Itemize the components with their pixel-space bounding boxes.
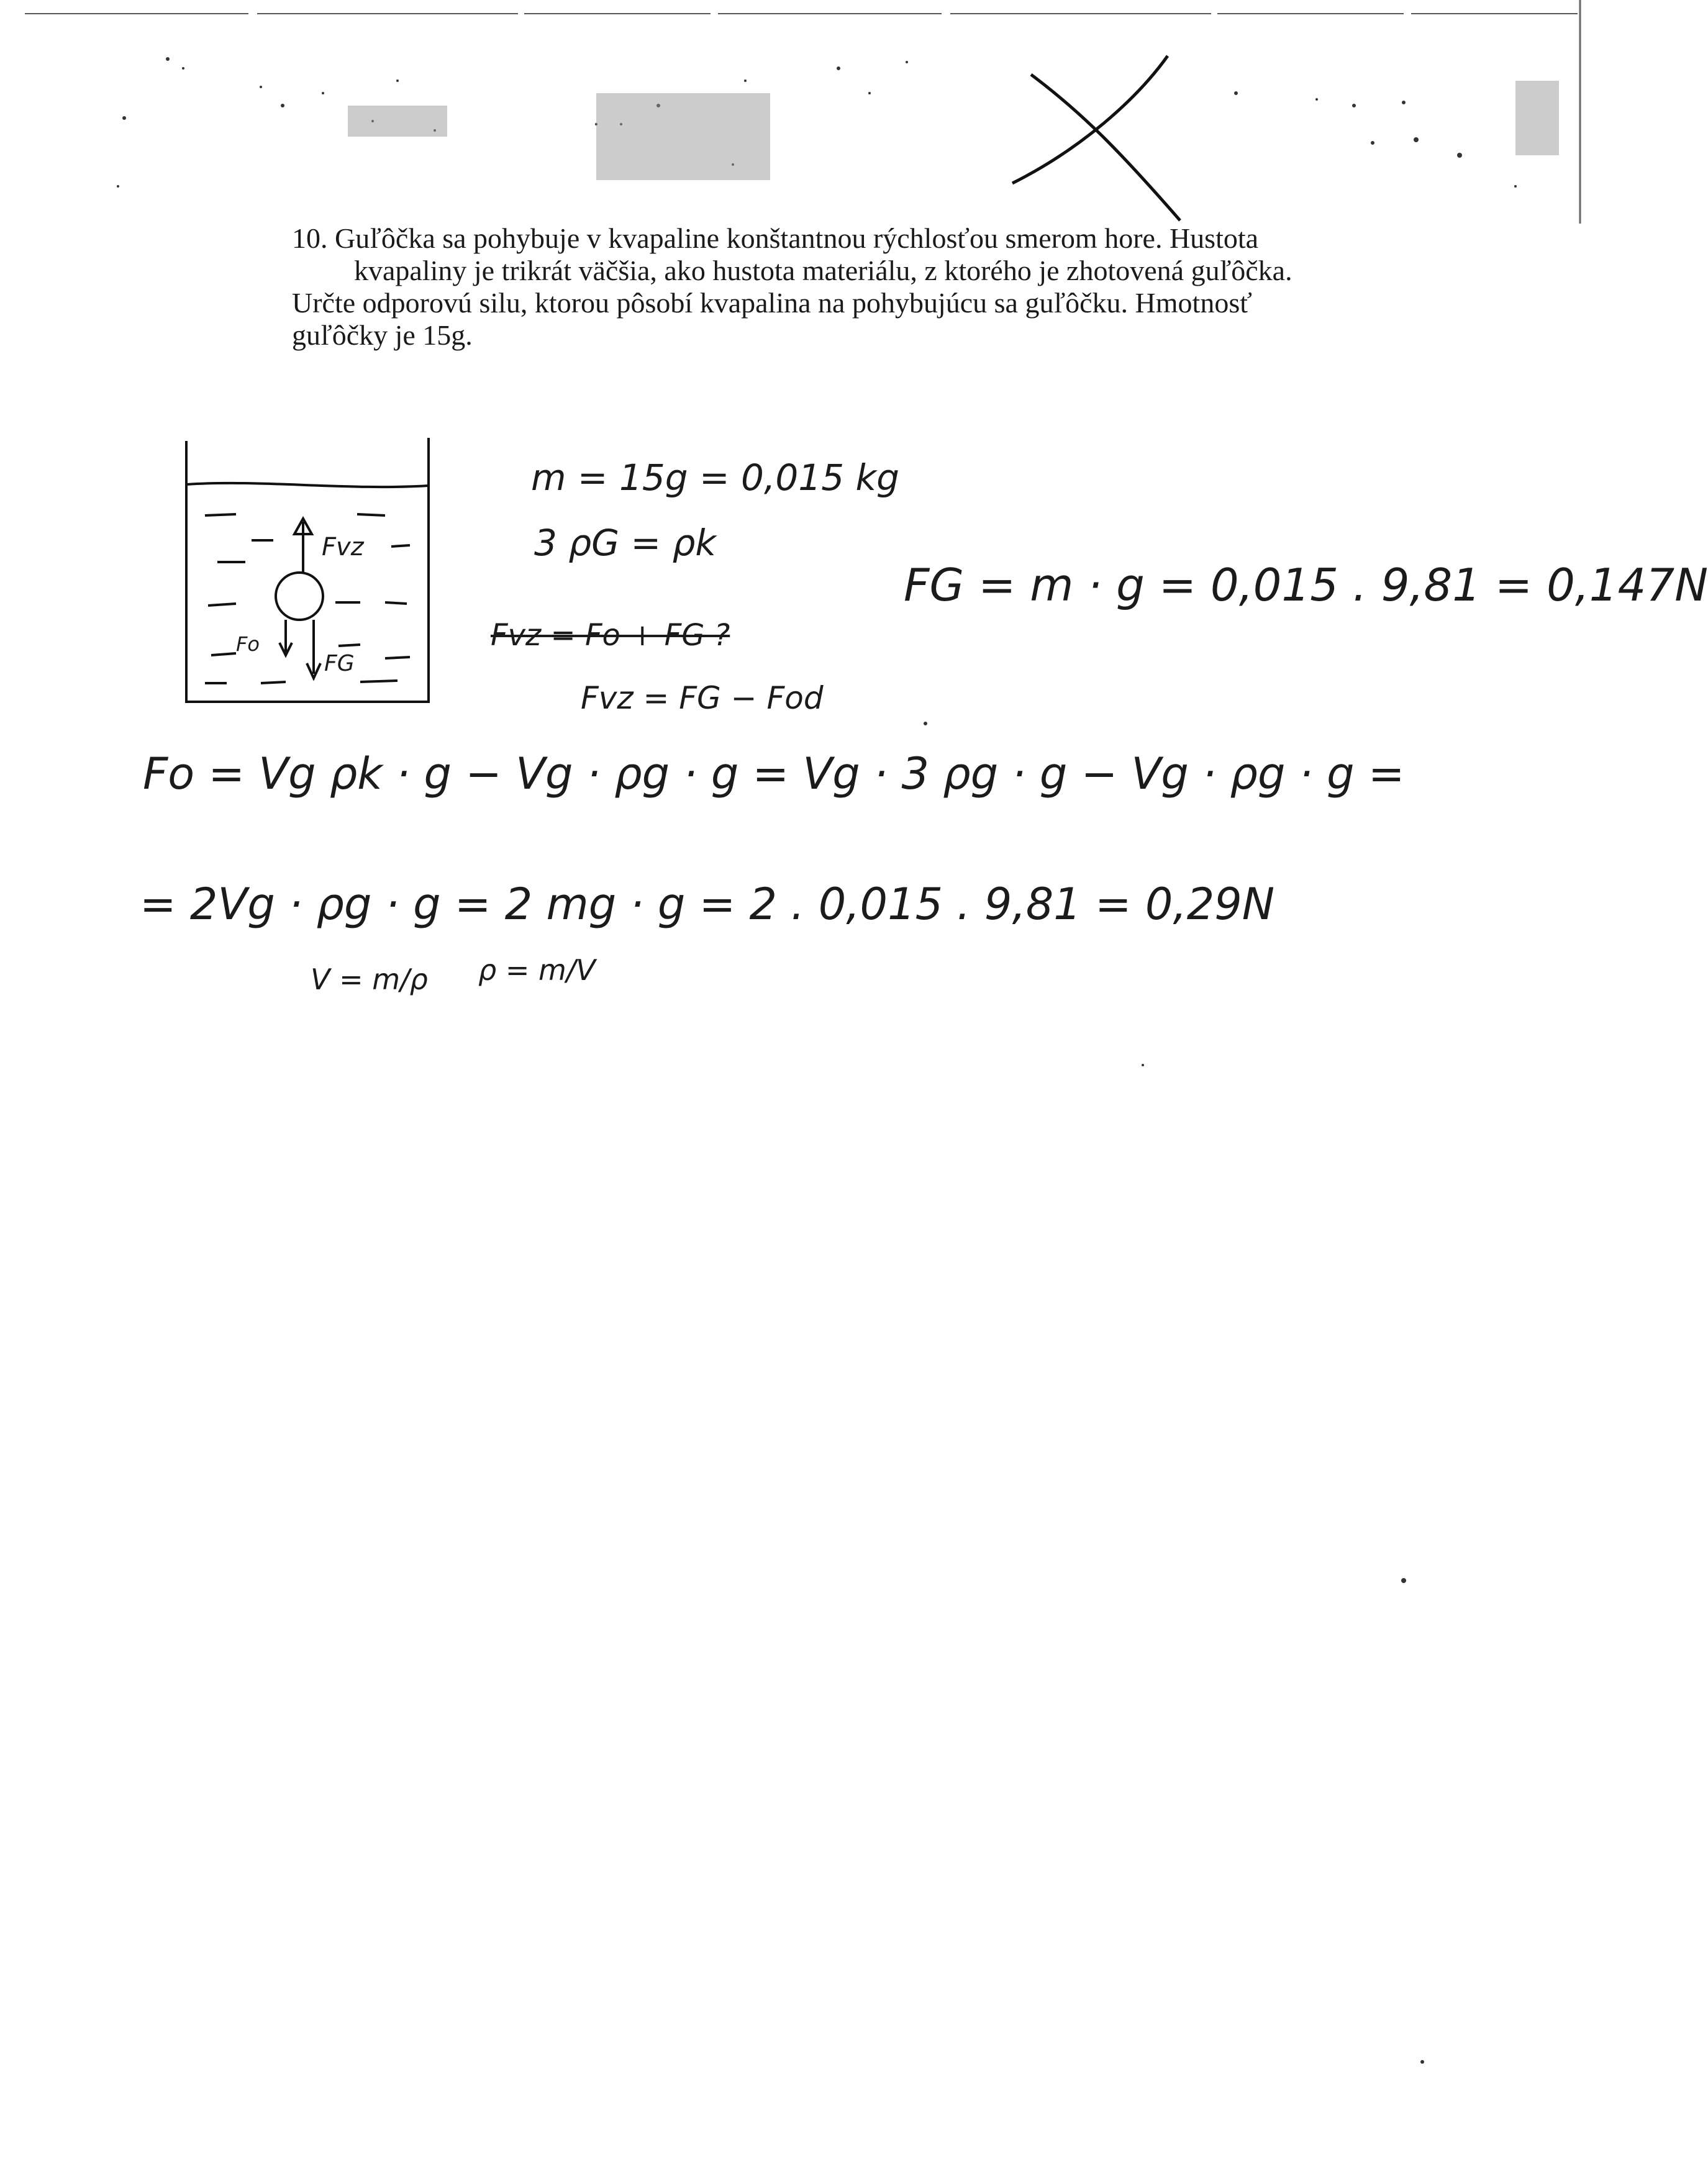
given-mass: m = 15g = 0,015 kg [531, 456, 899, 499]
label-fg: FG [324, 651, 355, 676]
problem-line-4: guľôčky je 15g. [292, 319, 473, 351]
problem-line-1: Guľôčka sa pohybuje v kvapaline konštantnou rýchlosťou smerom hore. Hustota [335, 222, 1259, 254]
note-volume: V = m/ρ [311, 963, 428, 996]
problem-line-3: Určte odporovú silu, ktorou pôsobí kvapalina na pohybujúcu sa guľôčku. Hmotnosť [292, 287, 1252, 319]
label-fo: Fo [236, 632, 260, 656]
gravity-formula: FG = m · g = 0,015 . 9,81 = 0,147N [904, 559, 1708, 611]
solution-line-1: Fo = Vg ρk · g − Vg · ρg · g = Vg · 3 ρg · g − Vg · ρg · g = [143, 748, 1405, 799]
given-density: 3 ρG = ρk [534, 522, 716, 564]
note-density: ρ = m/V [478, 953, 596, 987]
label-fvz: Fvz [322, 533, 364, 561]
solution-line-2: = 2Vg · ρg · g = 2 mg · g = 2 . 0,015 . 9,81 = 0,29N [140, 879, 1275, 930]
crossed-equation: Fvz = Fo + FG ? [491, 618, 730, 653]
problem-line-2: kvapaliny je trikrát väčšia, ako hustota materiálu, z ktorého je zhotovená guľôčka. [354, 255, 1292, 286]
problem-number: 10. [292, 222, 328, 254]
force-balance: Fvz = FG − Fod [581, 680, 824, 716]
